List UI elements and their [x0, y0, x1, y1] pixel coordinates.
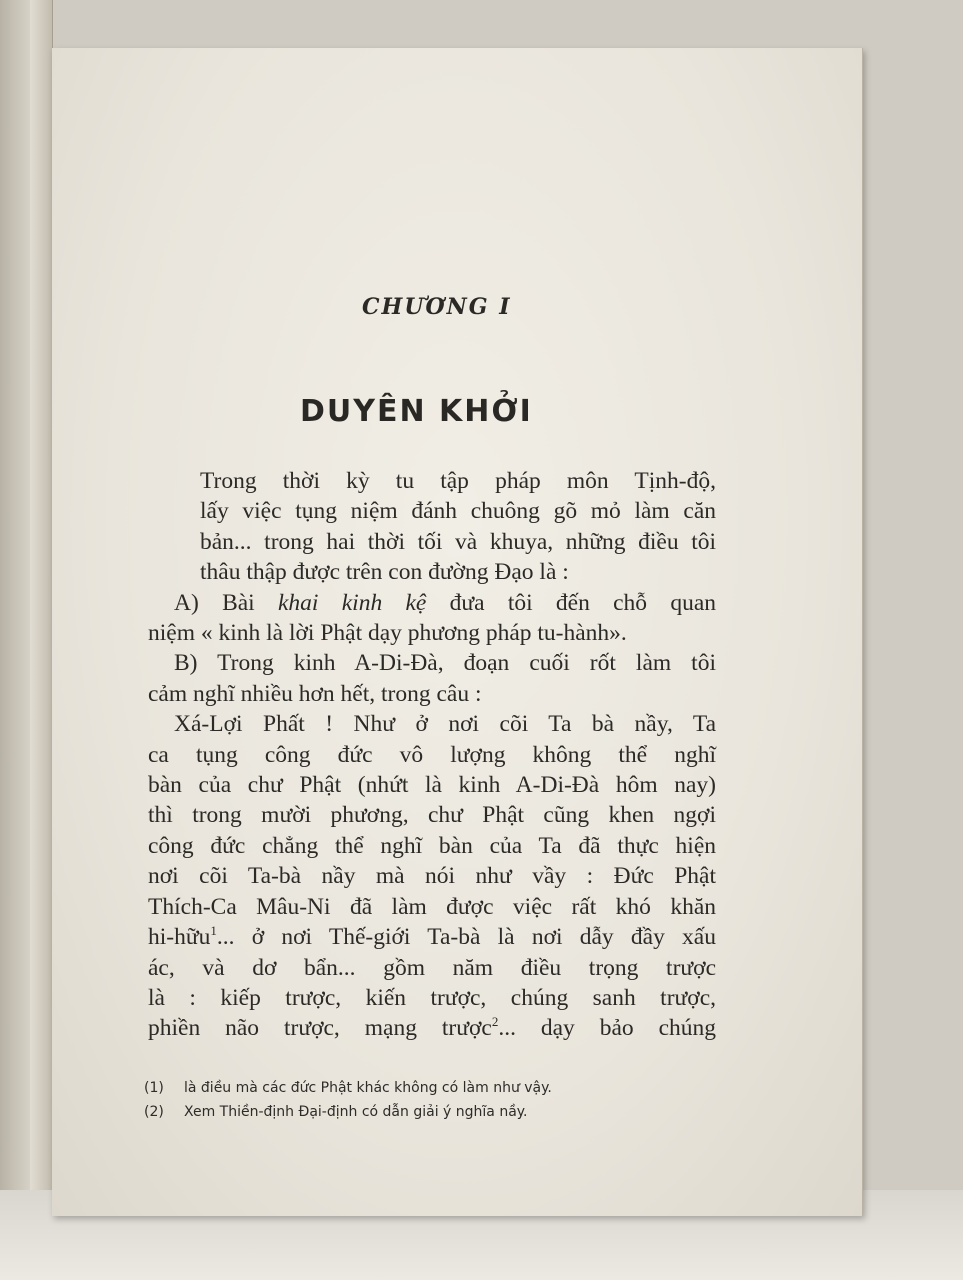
paragraph-2 [148, 588, 716, 649]
text-line: cảm nghĩ nhiều hơn hết, trong câu : [148, 680, 482, 707]
paragraph-1 [148, 466, 716, 588]
left-page-edge [0, 0, 53, 1280]
footnote-ref-2: 2 [491, 1014, 499, 1030]
text-line: niệm « kinh là lời Phật dạy phương pháp tu-hành». [148, 620, 627, 647]
text-line: thì trong mười phương, chư Phật cũng khen ngợi [148, 802, 716, 829]
chapter-title: DUYÊN KHỞI [300, 394, 533, 429]
footnote-1 [144, 1076, 744, 1100]
text-line: Xá-Lợi Phất ! Như ở nơi cõi Ta bà nầy, Ta [174, 711, 716, 738]
footnote-text: Xem Thiền-định Đại-định có dẫn giải ý nghĩa nầy. [184, 1104, 528, 1120]
text-line: là : kiếp trược, kiến trược, chúng sanh trược, [148, 984, 716, 1011]
text-line: công đức chẳng thể nghĩ bàn của Ta đã thực hiện [148, 832, 716, 859]
footnote-number: (2) [144, 1104, 164, 1120]
text-line: thâu thập được trên con đường Đạo là : [200, 559, 569, 586]
text-line: Thích-Ca Mâu-Ni đã làm được việc rất khó khăn [148, 893, 716, 920]
text-line: bàn của chư Phật (nhứt là kinh A-Di-Đà hôm nay) [148, 772, 716, 799]
text-line: ác, và dơ bẩn... gồm năm điều trọng trược [148, 954, 716, 981]
footnotes [144, 1076, 744, 1124]
text-line: ca tụng công đức vô lượng không thể nghĩ [148, 741, 716, 768]
text-line: Trong thời kỳ tu tập pháp môn Tịnh-độ, [200, 468, 716, 494]
text-line: lấy việc tụng niệm đánh chuông gõ mỏ làm căn [200, 498, 716, 525]
body-text [148, 466, 716, 1044]
paragraph-3 [148, 648, 716, 709]
text-line: hi-hữu$^1$... ở nơi Thế-giới Ta-bà là nơi dẫy đầy xấu [148, 923, 716, 951]
footnote-text: là điều mà các đức Phật khác không có làm như vậy. [184, 1080, 552, 1096]
italic-phrase: khai kinh kệ [278, 589, 427, 616]
chapter-label: CHƯƠNG I [362, 294, 512, 320]
footnote-number: (1) [144, 1080, 164, 1096]
footnote-2 [144, 1100, 744, 1124]
footnote-ref-1: 1 [210, 923, 217, 939]
text-line: nơi cõi Ta-bà nầy mà nói như vầy : Đức Phật [148, 863, 716, 890]
paragraph-4 [148, 709, 716, 1043]
text-line: B) Trong kinh A-Di-Đà, đoạn cuối rốt làm tôi [174, 650, 716, 677]
text-line: phiền não trược, mạng trược$^2$... dạy bảo chúng [148, 1014, 716, 1042]
text-line: bản... trong hai thời tối và khuya, những điều tôi [200, 528, 716, 555]
left-page-fold [30, 0, 52, 1280]
text-line: A) Bài khai kinh kệ đưa tôi đến chỗ quan [174, 589, 716, 616]
book-page [52, 48, 863, 1216]
